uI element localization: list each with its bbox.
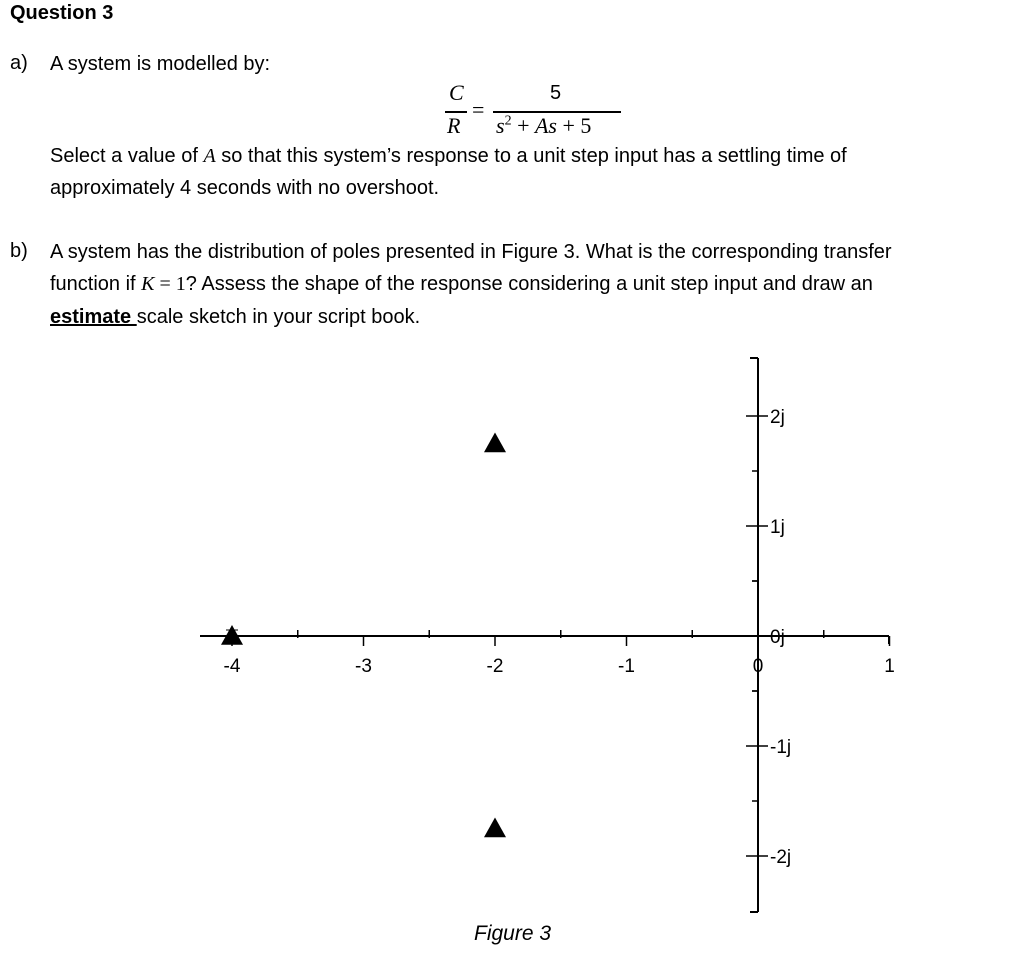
part-a-text-line2: approximately 4 seconds with no overshoot. (50, 177, 440, 199)
part-a-text-line1: Select a value of A so that this system’s response to a unit step input has a settling time of (50, 145, 847, 167)
part-a-intro: A system is modelled by: (50, 53, 271, 75)
pole-marker (484, 433, 506, 453)
eq-lhs-numerator: C (449, 80, 464, 105)
eq-equals: = (472, 97, 485, 122)
y-tick-label: 1j (770, 517, 785, 538)
part-b-line2: function if K = 1? Assess the shape of the response considering a unit step input and draw an (50, 273, 873, 295)
x-tick-label: -1 (618, 656, 635, 677)
pole-zero-plot (0, 340, 1024, 930)
y-tick-label: -2j (770, 847, 792, 868)
part-a-label: a) (10, 52, 28, 74)
y-tick-label: -1j (770, 737, 792, 758)
x-tick-label: -3 (355, 656, 372, 677)
part-b-line3: estimate scale sketch in your script book. (50, 306, 421, 328)
eq-rhs-denominator: $s^2 + As + 5$ (496, 113, 592, 138)
part-b-line1: A system has the distribution of poles presented in Figure 3. What is the corresponding transfer (50, 241, 892, 263)
x-tick-label: 1 (884, 656, 895, 677)
x-tick-label: -2 (486, 656, 504, 677)
figure-caption: Figure 3 (474, 922, 552, 945)
y-tick-label: 0j (770, 627, 785, 648)
part-b-label: b) (10, 240, 28, 262)
y-tick-label: 2j (770, 407, 785, 428)
eq-rhs-numerator: 5 (550, 82, 562, 104)
pole-marker (221, 625, 243, 645)
x-tick-label: -4 (223, 656, 241, 677)
question-title: Question 3 (10, 2, 114, 24)
eq-lhs-denominator: R (447, 113, 461, 138)
x-tick-label: 0 (752, 656, 764, 677)
pole-marker (484, 818, 506, 838)
